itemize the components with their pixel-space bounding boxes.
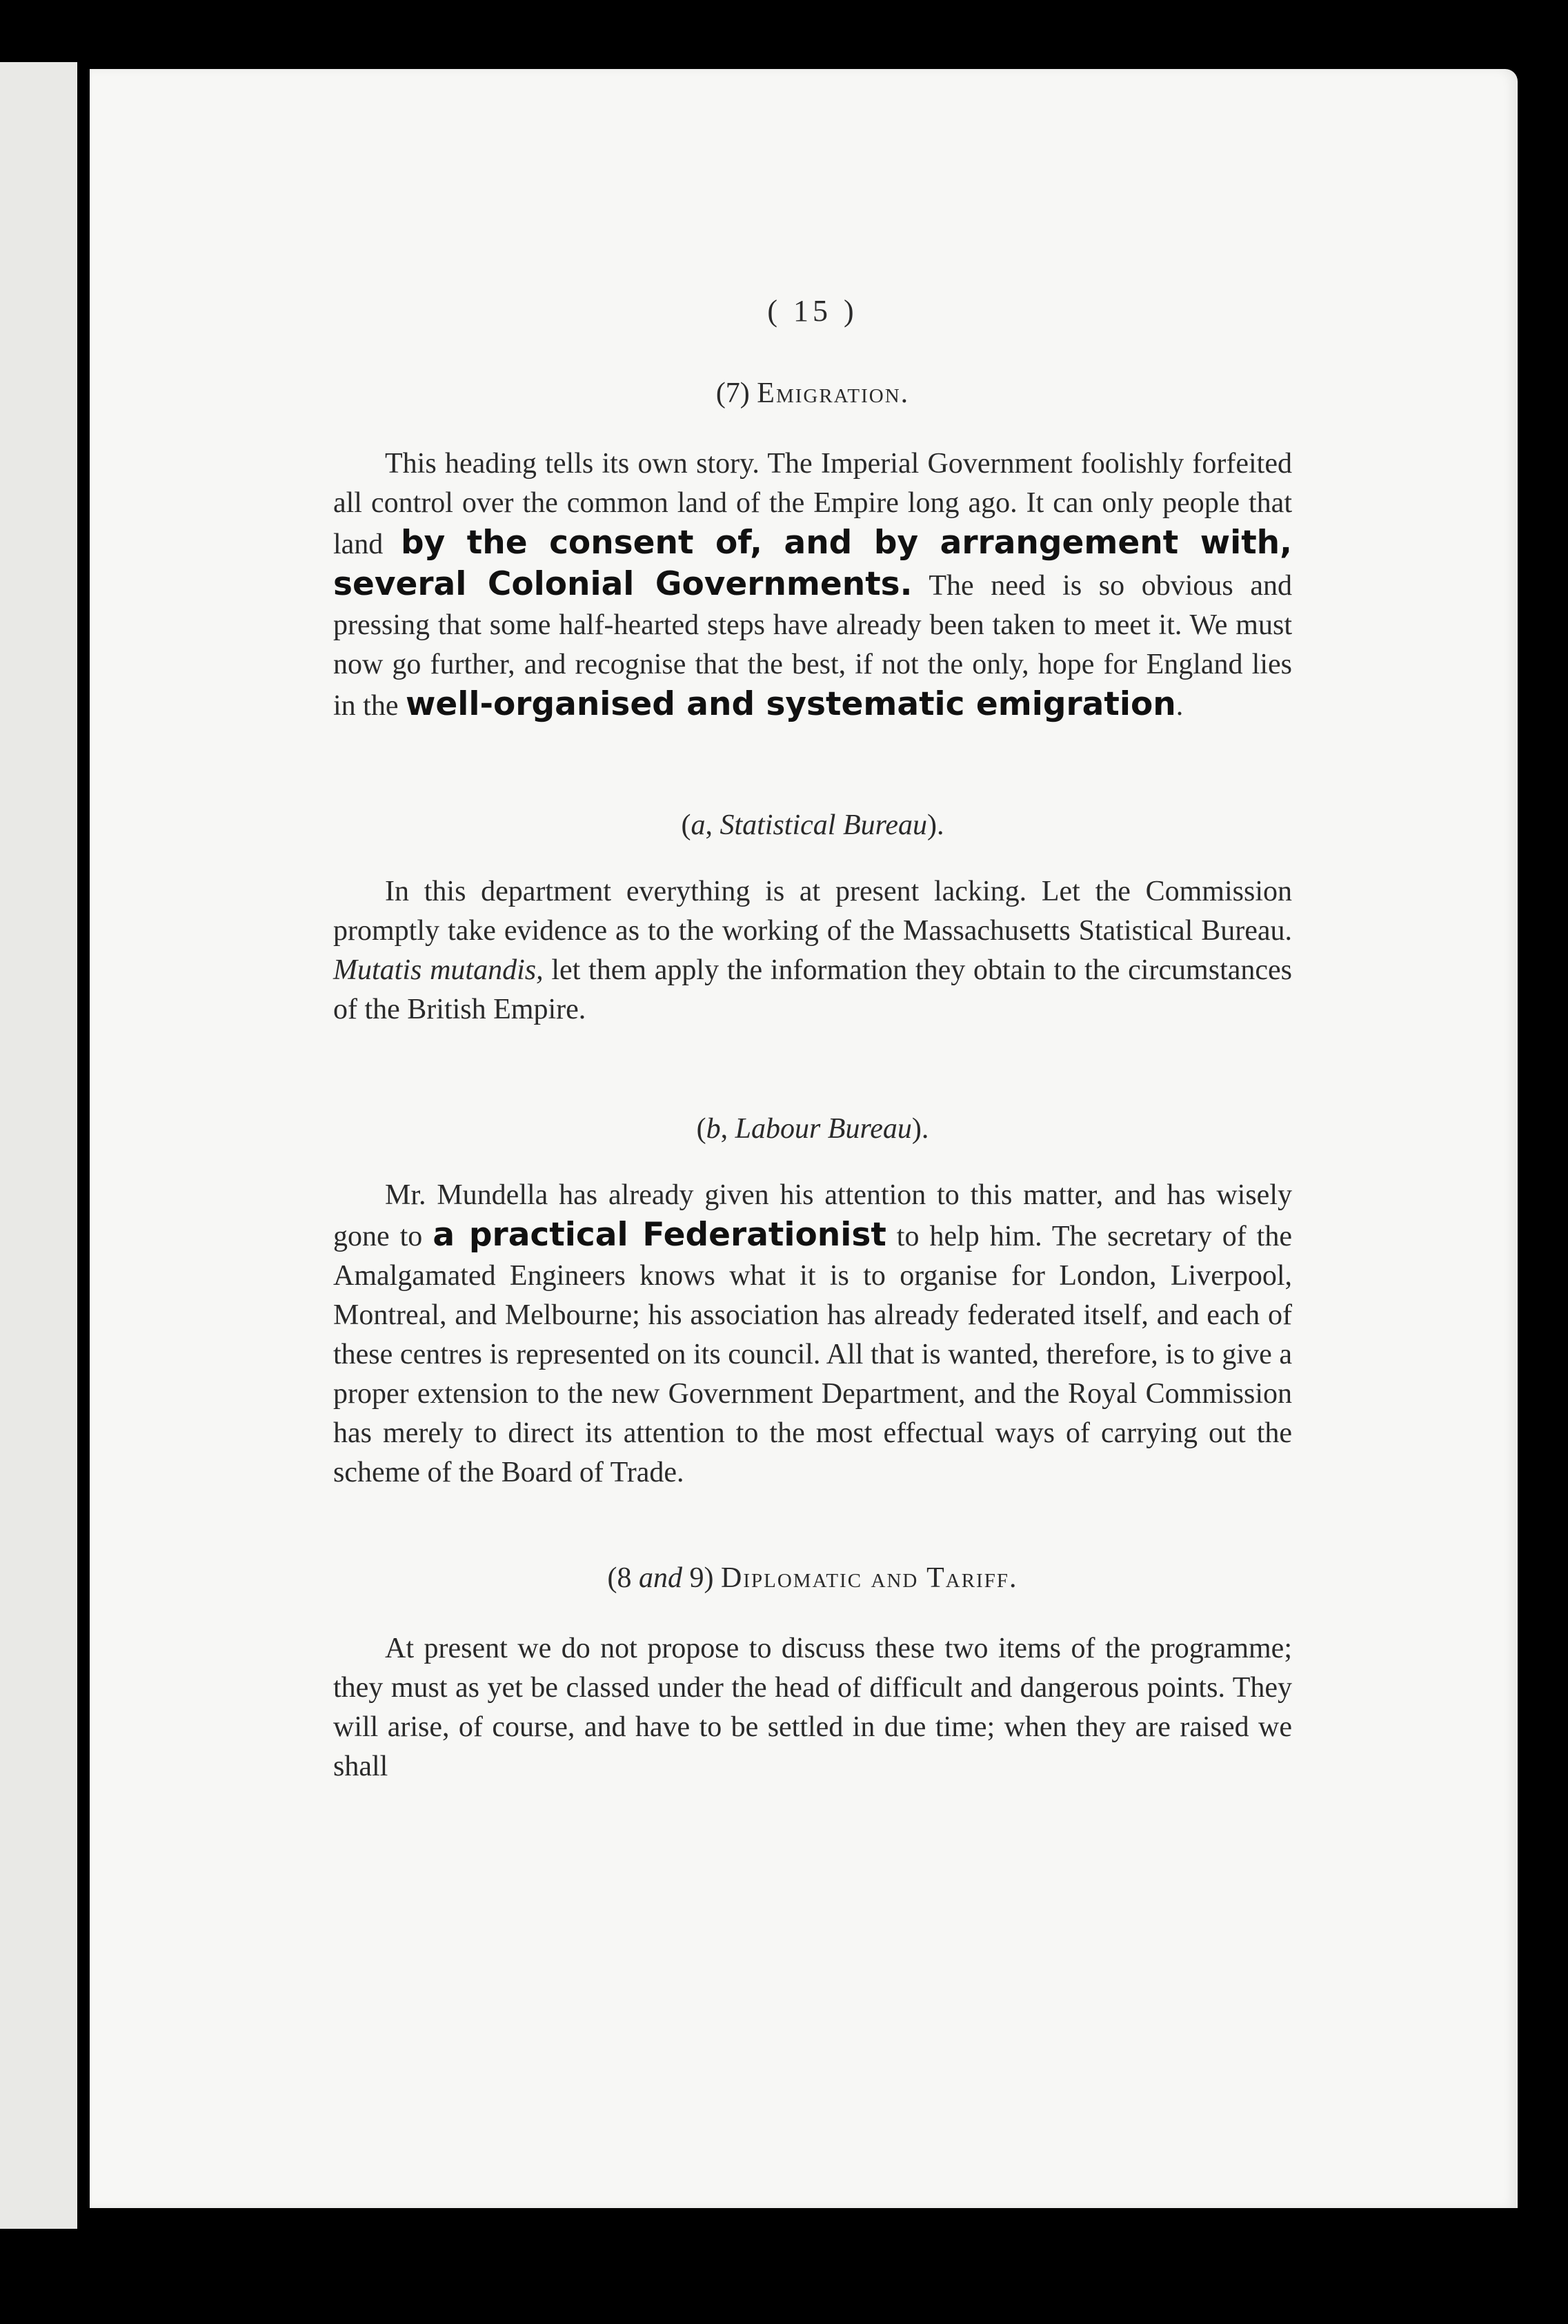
heading-emigration-title: Emigration. (757, 377, 910, 409)
facing-page-edge (0, 62, 77, 2229)
statistical-close: ). (927, 809, 944, 841)
statistical-letter: a (691, 809, 706, 841)
page-text (333, 293, 1292, 1869)
statistical-open: ( (681, 809, 691, 841)
p1-bold-b: well-organised and systematic emigration (405, 685, 1176, 723)
p2-text-a: In this department everything is at present lacking. Let the Commission promptly take evidence as to the working of the Massachusetts Statistical Bureau. (333, 876, 1292, 947)
statistical-label: Statistical Bureau (720, 809, 928, 841)
p2-italic: Mutatis mutandis, (333, 954, 544, 986)
diplomatic-open: (8 (607, 1562, 632, 1594)
labour-open: ( (696, 1113, 706, 1145)
paragraph-statistical (333, 872, 1292, 1030)
p4-text-a: At present we do not propose to discuss these two items of the programme; they must as yet be classed under the head of difficult and dangerous points. They will arise, of course, and have to be settled in due time; when they are raised we shall (333, 1633, 1292, 1782)
labour-close: ). (911, 1113, 929, 1145)
labour-letter: b (706, 1113, 721, 1145)
page-number: ( 15 ) (767, 294, 858, 328)
heading-emigration (333, 377, 1292, 410)
p1-text-a: This heading tells its own story. The Imperial Government foolishly forfeited all control over the common land of the Empire long ago. It can only people that land (333, 448, 1292, 560)
p1-bold-a: by the consent of, and by arrangement with, several Colonial Governments. (333, 524, 1293, 603)
p1-text-c: The need is so obvious and pressing that some half-hearted steps have already been taken to meet it. We must now go further, and recognise that the best, if not the only, hope for England lies in the (333, 570, 1292, 722)
p2-text-c: let them apply the information they obtain to the circumstances of the British Empire. (333, 954, 1293, 1025)
p3-text-a: Mr. Mundella has already given his attention to this matter, and has wisely gone to (333, 1179, 1292, 1252)
paragraph-labour (333, 1176, 1292, 1493)
paragraph-diplomatic (333, 1629, 1292, 1786)
p3-bold: a practical Federationist (433, 1216, 886, 1254)
diplomatic-title: Diplomatic and Tariff. (721, 1562, 1018, 1594)
diplomatic-num: 9) (689, 1562, 714, 1594)
heading-statistical-bureau: (a, Statistical Bureau). (681, 809, 944, 841)
heading-diplomatic-tariff (333, 1562, 1292, 1595)
labour-label: Labour Bureau (735, 1113, 912, 1145)
p1-text-e: . (1175, 690, 1184, 722)
heading-emigration-number: (7) (715, 377, 750, 409)
diplomatic-and: and (639, 1562, 683, 1594)
paragraph-emigration (333, 444, 1292, 726)
p3-text-c: to help him. The secretary of the Amalgamated Engineers knows what it is to organise for London, Liverpool, Montreal, and Melbourne; his association has already federated itself, and each of these centres is represented on its council. All that is wanted, therefore, is to give a proper extension to the new Government Department, and the Royal Commission has merely to direct its attention to the most effectual ways of carrying out the scheme of the Board of Trade. (333, 1221, 1292, 1488)
heading-labour-bureau: (b, Labour Bureau). (696, 1113, 929, 1145)
